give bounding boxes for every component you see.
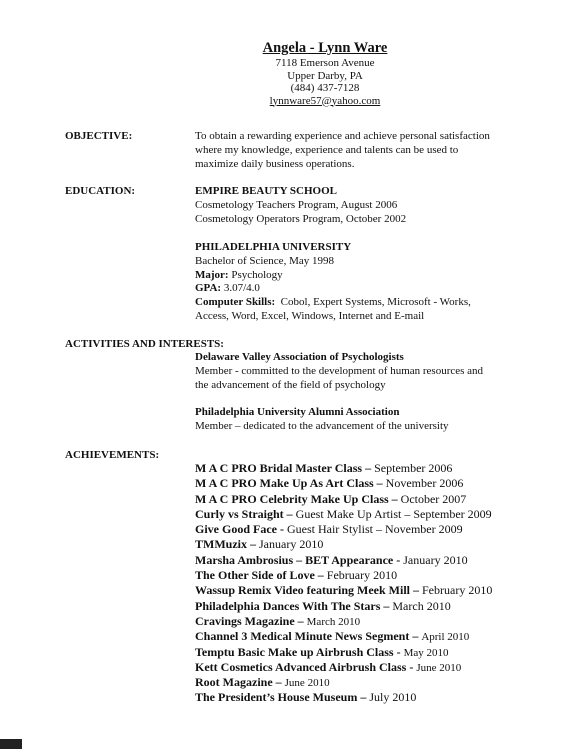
school-program: Cosmetology Teachers Program, August 2006 xyxy=(195,198,398,211)
achievement-title: Philadelphia Dances With The Stars – xyxy=(195,598,390,613)
achievement-item xyxy=(195,492,492,507)
achievement-item xyxy=(195,690,492,705)
achievement-title: M A C PRO Bridal Master Class – xyxy=(195,461,372,475)
objective-heading: OBJECTIVE: xyxy=(65,130,133,142)
achievement-item xyxy=(195,476,492,491)
objective-text xyxy=(195,130,490,171)
degree: Bachelor of Science, May 1998 xyxy=(195,254,334,267)
achievement-date: May 2010 xyxy=(403,646,449,659)
achievement-date: June 2010 xyxy=(416,661,462,674)
achievement-date: February 2010 xyxy=(422,583,493,598)
address-street: 7118 Emerson Avenue xyxy=(275,57,375,69)
achievement-date: September 2006 xyxy=(374,461,453,475)
achievement-date: June 2010 xyxy=(284,677,330,690)
applicant-name: Angela - Lynn Ware xyxy=(262,40,388,56)
objective-line: maximize daily business operations. xyxy=(195,157,355,170)
achievement-item xyxy=(195,583,492,598)
org-name: Philadelphia University Alumni Association xyxy=(195,406,400,418)
corner-mark xyxy=(0,739,22,749)
achievement-item xyxy=(195,568,492,583)
achievement-title: TMMuzix – xyxy=(195,537,256,552)
achievement-title: Channel 3 Medical Minute News Segment – xyxy=(195,629,419,644)
achievement-title: Root Magazine – xyxy=(195,675,282,690)
achievement-date: February 2010 xyxy=(326,568,398,583)
achievement-date: Guest Make Up Artist – September 2009 xyxy=(295,506,492,521)
achievement-item xyxy=(195,507,492,522)
org-description: Member – dedicated to the advancement of the university xyxy=(195,419,449,432)
skills-label: Computer Skills: xyxy=(195,296,276,309)
activity-org-2 xyxy=(195,406,449,434)
phone-number: (484) 437-7128 xyxy=(290,82,360,94)
achievement-date: March 2010 xyxy=(306,615,361,628)
achievement-title: M A C PRO Make Up As Art Class – xyxy=(195,476,383,491)
education-school-1 xyxy=(195,185,406,226)
activity-org-1 xyxy=(195,351,483,392)
achievement-date: November 2006 xyxy=(385,476,464,491)
email-address[interactable]: lynnware57@yahoo.com xyxy=(269,94,381,107)
achievement-item xyxy=(195,599,492,614)
school-program: Cosmetology Operators Program, October 2002 xyxy=(195,212,407,225)
achievement-item xyxy=(195,660,492,675)
achievements-heading: ACHIEVEMENTS: xyxy=(65,449,160,461)
achievement-date: October 2007 xyxy=(400,491,467,506)
achievement-date: January 2010 xyxy=(259,537,324,552)
achievement-item xyxy=(195,522,492,537)
achievement-item xyxy=(195,461,492,476)
education-school-2 xyxy=(195,241,471,324)
achievement-item xyxy=(195,675,492,690)
achievement-item xyxy=(195,553,492,568)
resume-header xyxy=(0,40,585,107)
school-name: PHILADELPHIA UNIVERSITY xyxy=(195,241,352,253)
achievement-title: Cravings Magazine – xyxy=(195,613,304,628)
achievement-date: January 2010 xyxy=(403,552,468,567)
major-label: Major: xyxy=(195,268,229,281)
achievement-title: The President’s House Museum – xyxy=(195,690,367,705)
address-city: Upper Darby, PA xyxy=(287,69,363,82)
org-name: Delaware Valley Association of Psychologists xyxy=(195,351,404,363)
achievement-date: July 2010 xyxy=(369,690,417,705)
achievement-title: Give Good Face - xyxy=(195,522,284,537)
skills-line xyxy=(195,296,471,310)
gpa-label: GPA: xyxy=(195,282,222,295)
achievement-date: Guest Hair Stylist – November 2009 xyxy=(286,522,463,537)
activities-heading: ACTIVITIES AND INTERESTS: xyxy=(65,338,224,350)
education-heading: EDUCATION: xyxy=(65,185,136,197)
org-description: the advancement of the field of psychology xyxy=(195,378,386,391)
achievement-title: Wassup Remix Video featuring Meek Mill – xyxy=(195,583,419,598)
achievement-date: April 2010 xyxy=(421,631,470,644)
achievement-item xyxy=(195,614,492,629)
achievement-date: March 2010 xyxy=(392,598,451,613)
achievement-title: M A C PRO Celebrity Make Up Class – xyxy=(195,491,398,506)
skills-value: Cobol, Expert Systems, Microsoft - Works, xyxy=(280,296,471,309)
gpa-line xyxy=(195,282,471,296)
achievement-title: Kett Cosmetics Advanced Airbrush Class - xyxy=(195,659,414,674)
objective-line: where my knowledge, experience and talents can be used to xyxy=(195,143,459,156)
major-line xyxy=(195,269,471,283)
org-description: Member - committed to the development of human resources and xyxy=(195,364,484,377)
achievements-list xyxy=(195,461,492,706)
skills-line-2: Access, Word, Excel, Windows, Internet and E-mail xyxy=(195,309,425,322)
achievement-title: Curly vs Straight – xyxy=(195,506,293,521)
gpa-value: 3.07/4.0 xyxy=(223,282,260,295)
major-value: Psychology xyxy=(231,268,283,281)
achievement-title: The Other Side of Love – xyxy=(195,568,324,583)
achievement-item xyxy=(195,537,492,552)
objective-line: To obtain a rewarding experience and achieve personal satisfaction xyxy=(195,130,490,142)
achievement-title: Marsha Ambrosius – BET Appearance - xyxy=(195,552,401,567)
achievement-item xyxy=(195,629,492,644)
school-name: EMPIRE BEAUTY SCHOOL xyxy=(195,185,338,197)
achievement-item xyxy=(195,645,492,660)
achievement-title: Temptu Basic Make up Airbrush Class - xyxy=(195,644,401,659)
